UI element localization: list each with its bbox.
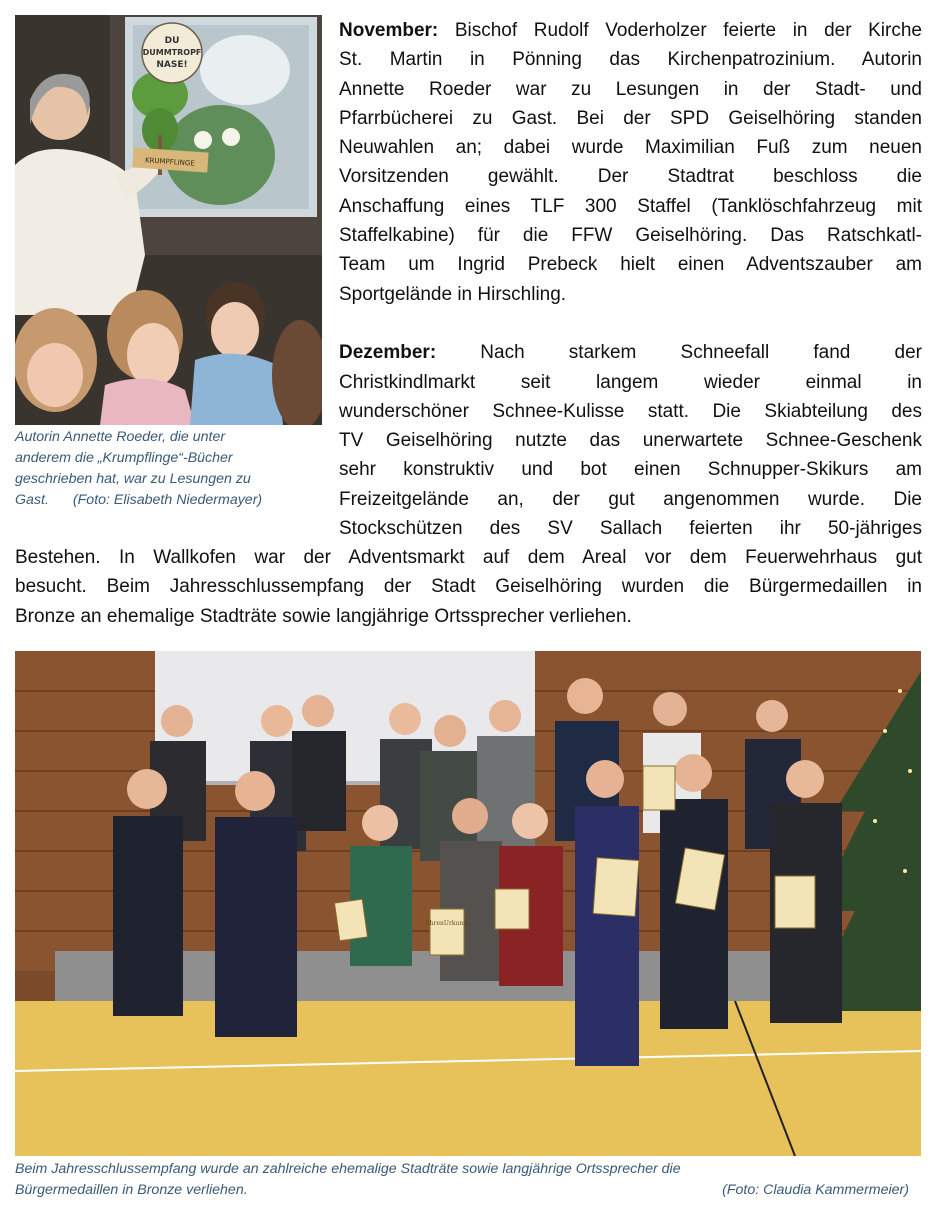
november-line: Sportgelände in Hirschling. (339, 283, 567, 305)
dezember-line: Stockschützen des SV Sallach feierten ihr 50-jähriges (339, 518, 922, 540)
caption-top-line-last (15, 490, 315, 511)
dezember-line: sehr konstruktiv und bot einen Schnupper-Skikurs am (339, 459, 922, 481)
dezember-line: wunderschöner Schnee-Kulisse statt. Die Skiabteilung des (339, 400, 922, 422)
caption-top-gast: Gast. (15, 492, 49, 508)
photo-credit-bottom: (Foto: Claudia Kammermeier) (722, 1182, 909, 1198)
dezember-line: Freizeitgelände an, der gut angenommen wurde. Die (339, 488, 922, 510)
caption-bottom-line: Beim Jahresschlussempfang wurde an zahlreiche ehemalige Stadträte sowie langjährige Ortssprecher die (15, 1161, 681, 1177)
caption-group-medals (15, 1159, 915, 1201)
caption-top-line: Autorin Annette Roeder, die unter (15, 429, 226, 445)
caption-author-reading (15, 427, 315, 511)
dezember-lead: Dezember: (339, 342, 437, 364)
november-line: Annette Roeder war zu Lesungen in der Stadt- und (339, 78, 922, 100)
dezember-line: TV Geiselhöring nutzte das unerwartete Schnee-Geschenk (339, 430, 922, 452)
photo-credit-top: (Foto: Elisabeth Niedermayer) (72, 492, 263, 508)
group-medals-image (15, 651, 921, 1156)
author-reading-image (15, 15, 322, 425)
dezember-full-line: Bestehen. In Wallkofen war der Adventsmarkt auf dem Areal vor dem Feuerwehrhaus gut (15, 547, 922, 568)
november-line: November: Bischof Rudolf Voderholzer feierte in der Kirche (339, 20, 922, 41)
article-continuation (15, 543, 922, 631)
sign-text-3: NASE! (156, 60, 188, 70)
november-line: St. Martin in Pönning das Kirchenpatrozinium. Autorin (339, 49, 922, 71)
caption-bottom-line: Bürgermedaillen in Bronze verliehen. (15, 1182, 248, 1198)
caption-top-line: anderem die „Krumpflinge“-Bücher (15, 450, 233, 466)
november-line: Pfarrbücherei zu Gast. Bei der SPD Geiselhöring standen (339, 107, 922, 129)
dezember-line: Dezember: Nach starkem Schneefall fand der (339, 342, 922, 364)
sign-text-1: DU (164, 36, 180, 46)
card-text: KRUMPFLINGE (144, 156, 196, 168)
dezember-full-line: Bronze an ehemalige Stadträte sowie langjährige Ortssprecher verliehen. (15, 605, 632, 627)
certificate-text: EhrenUrkunde (425, 920, 471, 927)
november-line: Vorsitzenden gewählt. Der Stadtrat beschloss die (339, 166, 922, 188)
article-column (339, 16, 922, 543)
caption-top-line: geschrieben hat, war zu Lesungen zu (15, 471, 251, 487)
november-line: Team um Ingrid Prebeck hielt einen Adventszauber am (339, 254, 922, 276)
dezember-line: Christkindlmarkt seit langem wieder einmal in (339, 371, 922, 393)
photo-group-medals (15, 651, 921, 1156)
dezember-full-line: besucht. Beim Jahresschlussempfang der Stadt Geiselhöring wurden die Bürgermedaillen in (15, 576, 922, 598)
november-line: Anschaffung eines TLF 300 Staffel (Tanklöschfahrzeug mit (339, 195, 922, 217)
november-line: Staffelkabine) für die FFW Geiselhöring. Das Ratschkatl- (339, 225, 922, 247)
november-lead: November: (339, 20, 439, 41)
sign-text-2: DUMMTROPF (142, 48, 202, 57)
november-line: Neuwahlen an; dabei wurde Maximilian Fuß zum neuen (339, 137, 922, 159)
photo-author-reading (15, 15, 322, 425)
